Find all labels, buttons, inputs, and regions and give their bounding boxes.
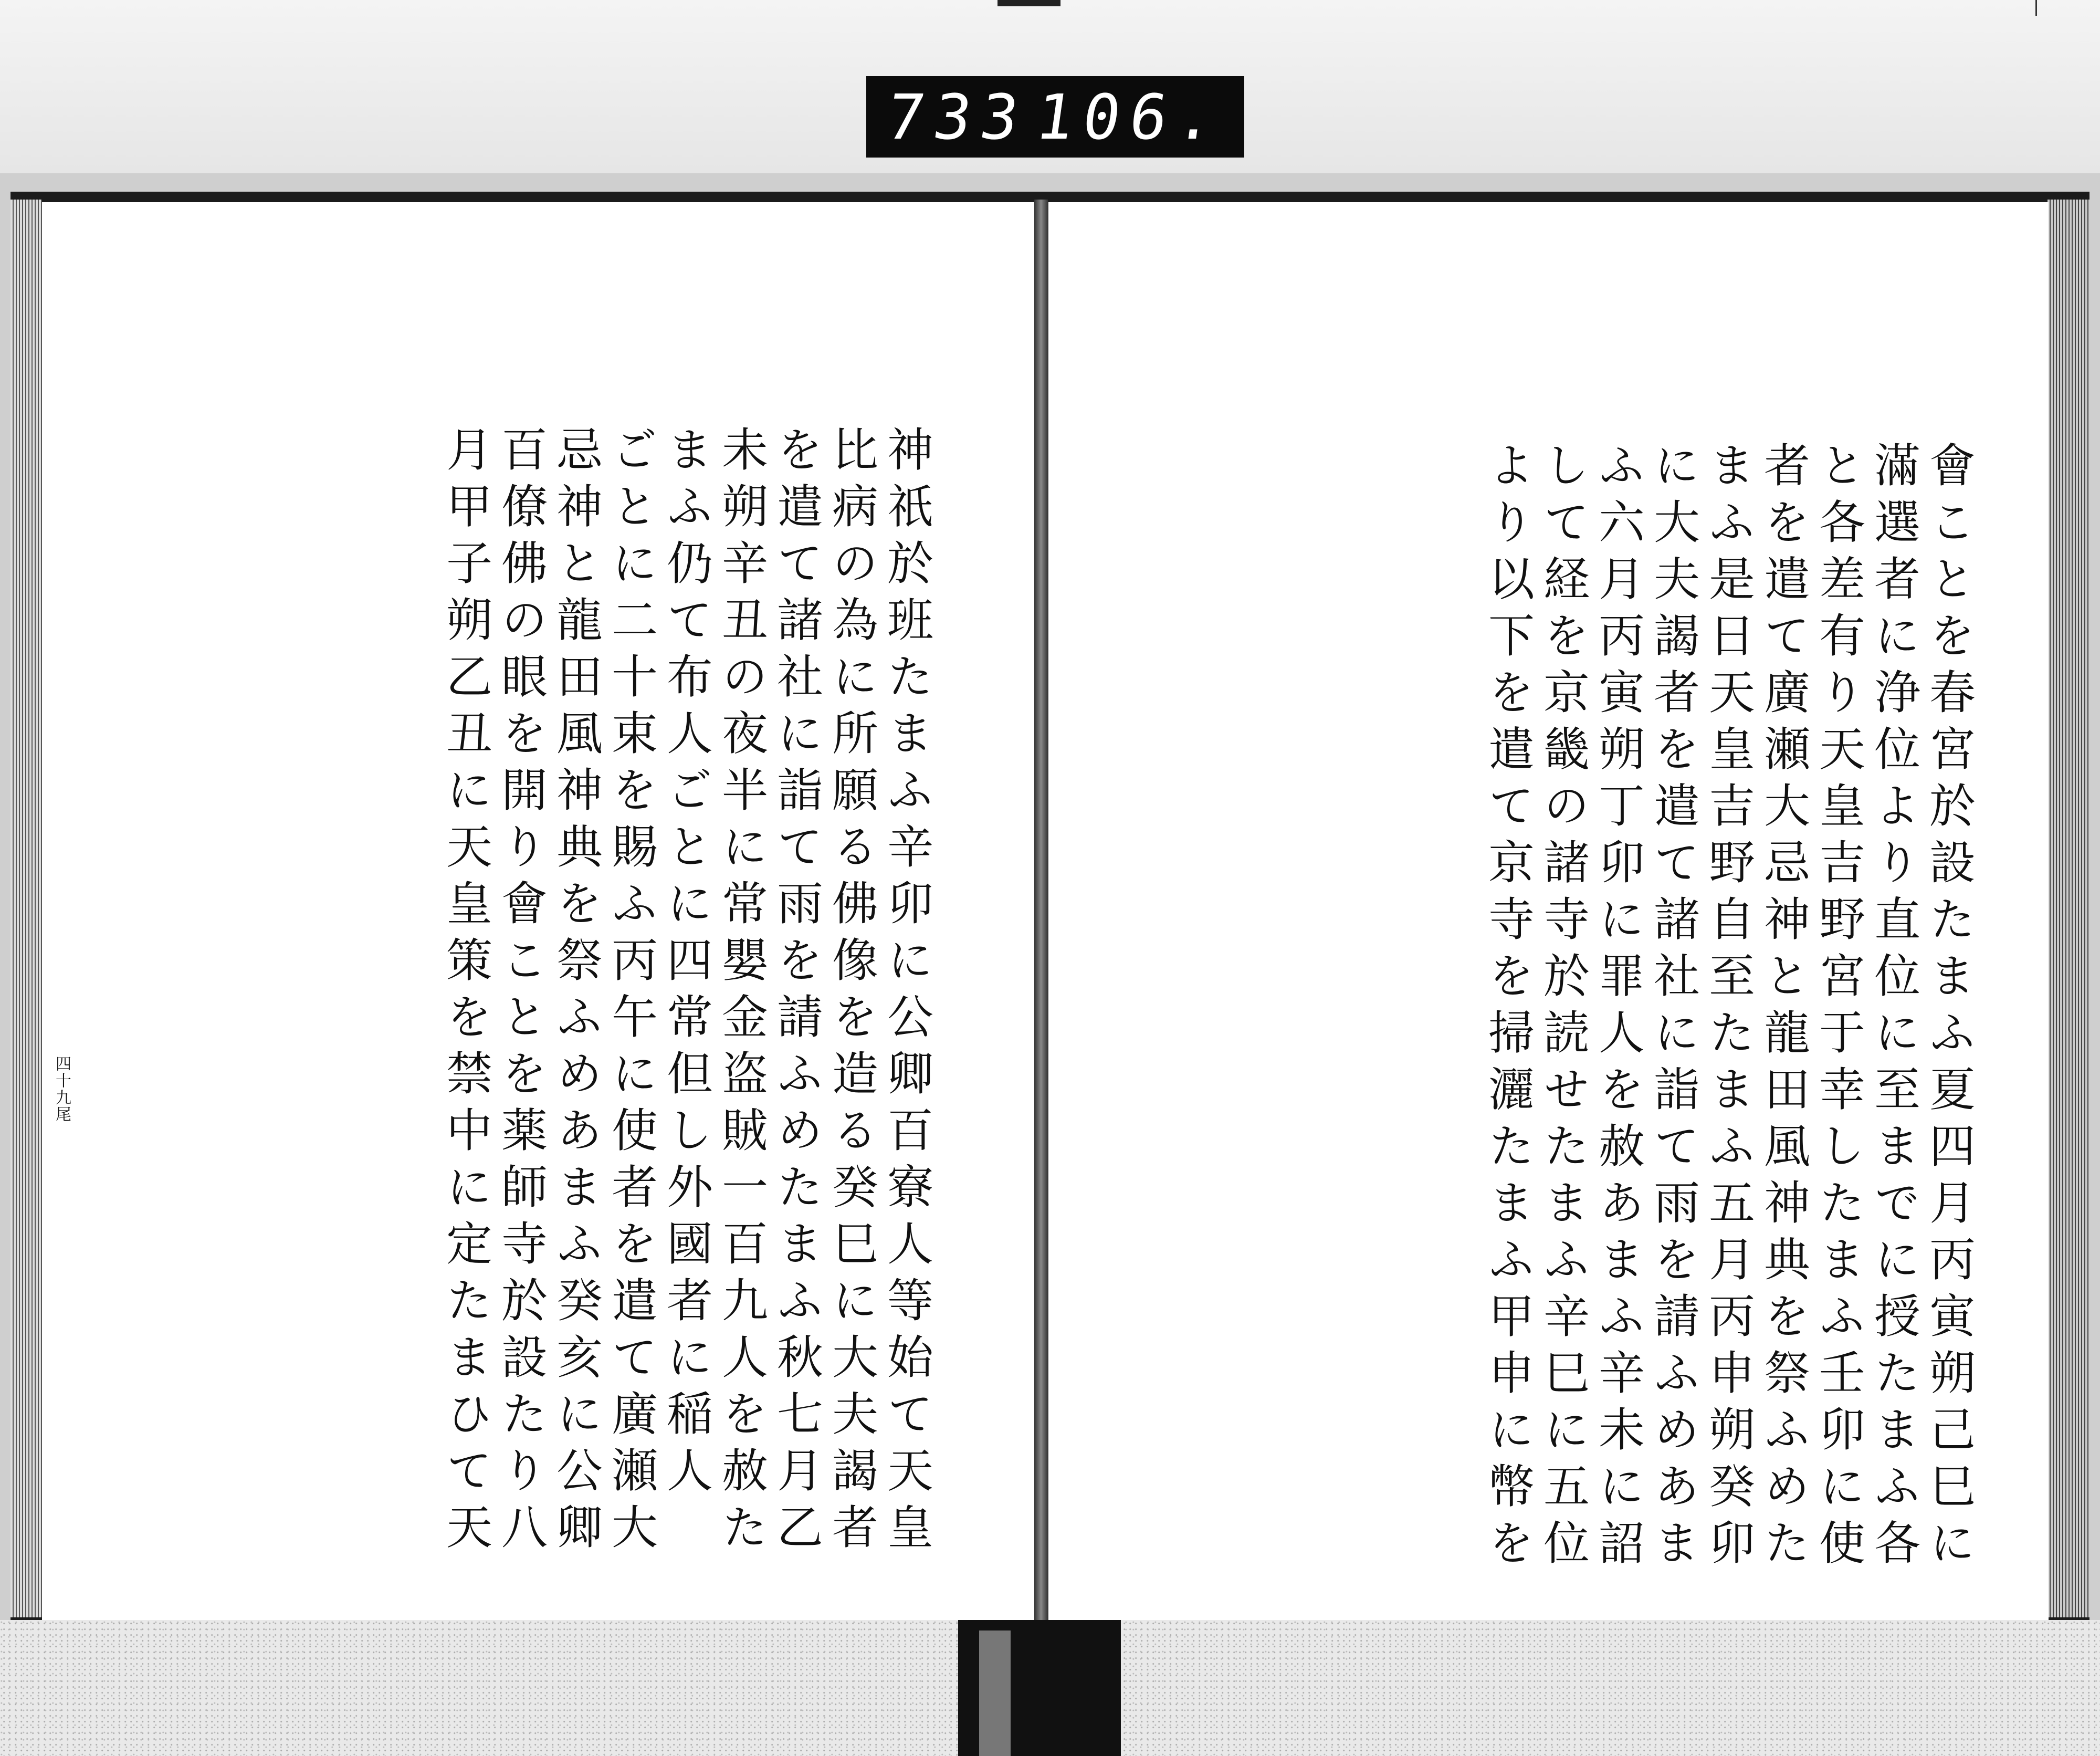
- right-page-edges: [2048, 200, 2090, 1617]
- text-line: 神祇於班たまふ辛卯に公卿百寮人等始て天皇: [880, 425, 934, 1560]
- left-page-edges: [10, 200, 42, 1617]
- scan-marker: [998, 0, 1060, 6]
- text-line: して経を京畿の諸寺於読せたまふ辛巳に五位: [1536, 441, 1590, 1575]
- film-label: [866, 76, 1244, 158]
- text-line: 未朔辛丑の夜半に常嬰金盗賊一百九人を赦た: [715, 425, 769, 1560]
- book-clip: [958, 1620, 1121, 1756]
- film-number: 733: [882, 80, 1033, 153]
- text-line: まふ是日天皇吉野自至たまふ五月丙申朔癸卯: [1702, 441, 1756, 1575]
- page-folio: 四十九尾: [52, 1055, 71, 1123]
- text-line: に大夫謁者を遣て諸社に詣て雨を請ふめあま: [1646, 441, 1700, 1575]
- text-line: 會ことを春宮於設たまふ夏四月丙寅朔己巳に: [1922, 441, 1976, 1575]
- text-line: 比病の為に所願る佛像を造る癸巳に大夫謁者: [825, 425, 879, 1560]
- text-line: と各差有り天皇吉野宮于幸したまふ壬卯に使: [1812, 441, 1866, 1575]
- scan-marker-right: [2035, 0, 2058, 16]
- book-gutter: [1034, 200, 1048, 1638]
- text-line: まふ仍て布人ごとに四常但し外國者に稲人: [659, 425, 713, 1503]
- text-line: 滿選者に浄位より直位に至までに授たまふ各: [1867, 441, 1921, 1575]
- text-line: 百僚佛の眼を開り會ことを薬師寺於設たり八: [494, 425, 548, 1560]
- text-line: 月甲子朔乙丑に天皇策を禁中に定たまひて天: [439, 425, 493, 1560]
- text-line: ごとに二十束を賜ふ丙午に使者を遣て廣瀬大: [604, 425, 658, 1560]
- frame-number: 106.: [1031, 80, 1228, 153]
- left-page-text: [94, 425, 934, 1570]
- text-line: 忌神と龍田風神典を祭ふめあまふ癸亥に公卿: [549, 425, 603, 1560]
- text-line: ふ六月丙寅朔丁卯に罪人を赦あまふ辛未に詔: [1591, 441, 1645, 1575]
- text-line: 者を遣て廣瀬大忌神と龍田風神典を祭ふめた: [1757, 441, 1811, 1575]
- text-line: を遣て諸社に詣て雨を請ふめたまふ秋七月乙: [770, 425, 824, 1560]
- text-line: より以下を遣て京寺を掃灑たまふ甲申に幣を: [1481, 441, 1535, 1575]
- right-page-text: [1189, 441, 1977, 1575]
